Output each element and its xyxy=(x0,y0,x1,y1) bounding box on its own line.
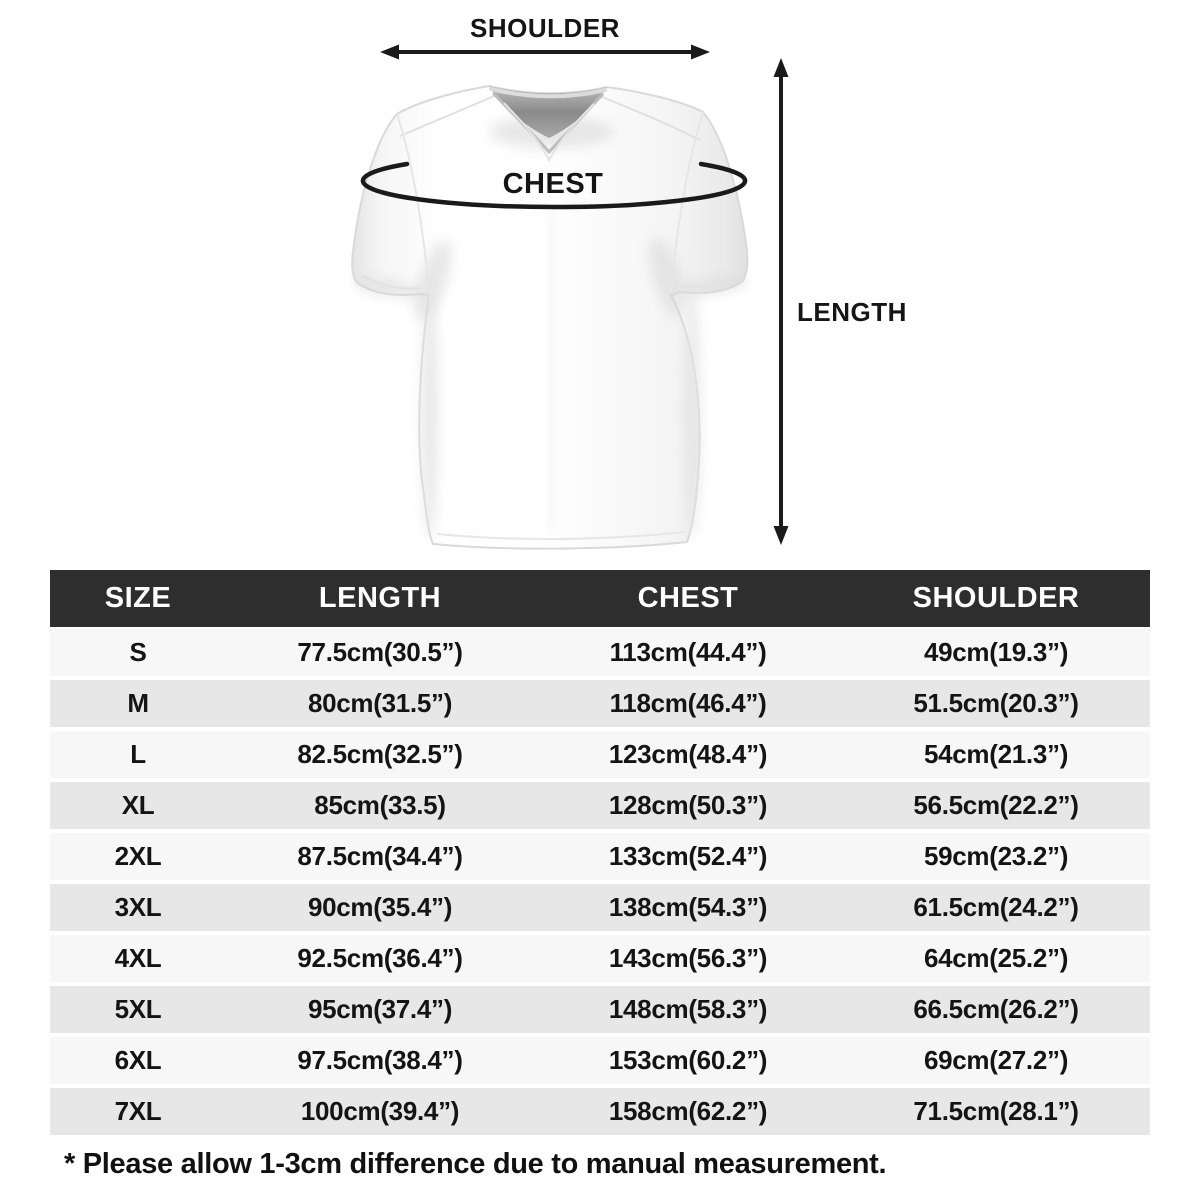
shoulder-cell: 71.5cm(28.1”) xyxy=(913,1096,1079,1126)
header-size: SIZE xyxy=(104,582,172,614)
shoulder-cell: 56.5cm(22.2”) xyxy=(913,790,1079,820)
length-cell: 77.5cm(30.5”) xyxy=(297,637,463,667)
chest-cell: 123cm(48.4”) xyxy=(608,739,768,769)
length-measure-label: LENGTH xyxy=(797,297,907,327)
length-arrow xyxy=(774,58,789,545)
size-cell: 5XL xyxy=(114,994,162,1024)
shoulder-cell: 49cm(19.3”) xyxy=(923,637,1069,667)
chest-cell: 143cm(56.3”) xyxy=(608,943,768,973)
length-cell: 82.5cm(32.5”) xyxy=(297,739,463,769)
shoulder-cell: 69cm(27.2”) xyxy=(923,1045,1069,1075)
shoulder-measure-label: SHOULDER xyxy=(470,13,620,43)
shoulder-cell: 54cm(21.3”) xyxy=(923,739,1069,769)
shoulder-arrow xyxy=(380,45,710,60)
header-shoulder: SHOULDER xyxy=(912,582,1080,614)
chest-measure-label: CHEST xyxy=(502,168,604,200)
chest-cell: 128cm(50.3”) xyxy=(608,790,768,820)
table-row xyxy=(50,1037,1150,1084)
chest-cell: 158cm(62.2”) xyxy=(608,1096,768,1126)
length-cell: 85cm(33.5) xyxy=(314,790,446,820)
table-row xyxy=(50,884,1150,931)
shoulder-cell: 51.5cm(20.3”) xyxy=(913,688,1079,718)
size-cell: 3XL xyxy=(114,892,162,922)
length-cell: 95cm(37.4”) xyxy=(307,994,453,1024)
header-length: LENGTH xyxy=(318,582,442,614)
size-table-header-row xyxy=(50,570,1150,627)
measurement-disclaimer: * Please allow 1-3cm difference due to manual measurement. xyxy=(64,1148,887,1180)
size-cell: L xyxy=(130,739,146,769)
length-cell: 92.5cm(36.4”) xyxy=(297,943,463,973)
size-table xyxy=(50,570,1150,1139)
table-row xyxy=(50,782,1150,829)
table-row xyxy=(50,731,1150,778)
shoulder-cell: 66.5cm(26.2”) xyxy=(913,994,1079,1024)
chest-cell: 148cm(58.3”) xyxy=(608,994,768,1024)
shoulder-cell: 61.5cm(24.2”) xyxy=(913,892,1079,922)
chest-cell: 113cm(44.4”) xyxy=(609,637,767,667)
table-row xyxy=(50,629,1150,676)
size-cell: S xyxy=(129,637,147,667)
table-row xyxy=(50,935,1150,982)
table-row xyxy=(50,680,1150,727)
size-cell: XL xyxy=(121,790,155,820)
size-cell: 4XL xyxy=(114,943,162,973)
chest-cell: 138cm(54.3”) xyxy=(608,892,768,922)
table-row xyxy=(50,986,1150,1033)
header-chest: CHEST xyxy=(637,582,739,614)
length-cell: 97.5cm(38.4”) xyxy=(297,1045,463,1075)
size-cell: M xyxy=(127,688,149,718)
chest-cell: 118cm(46.4”) xyxy=(609,688,767,718)
size-cell: 7XL xyxy=(114,1096,162,1126)
size-cell: 2XL xyxy=(114,841,162,871)
size-table-body xyxy=(50,629,1150,1135)
length-cell: 90cm(35.4”) xyxy=(307,892,453,922)
length-cell: 80cm(31.5”) xyxy=(307,688,453,718)
table-row xyxy=(50,833,1150,880)
length-cell: 87.5cm(34.4”) xyxy=(297,841,463,871)
shoulder-cell: 59cm(23.2”) xyxy=(923,841,1069,871)
length-cell: 100cm(39.4”) xyxy=(300,1096,460,1126)
chest-cell: 153cm(60.2”) xyxy=(608,1045,768,1075)
size-cell: 6XL xyxy=(114,1045,162,1075)
measurement-diagram xyxy=(0,0,1200,565)
chest-cell: 133cm(52.4”) xyxy=(608,841,768,871)
shoulder-cell: 64cm(25.2”) xyxy=(923,943,1069,973)
tshirt-illustration xyxy=(0,0,1200,565)
table-row xyxy=(50,1088,1150,1135)
